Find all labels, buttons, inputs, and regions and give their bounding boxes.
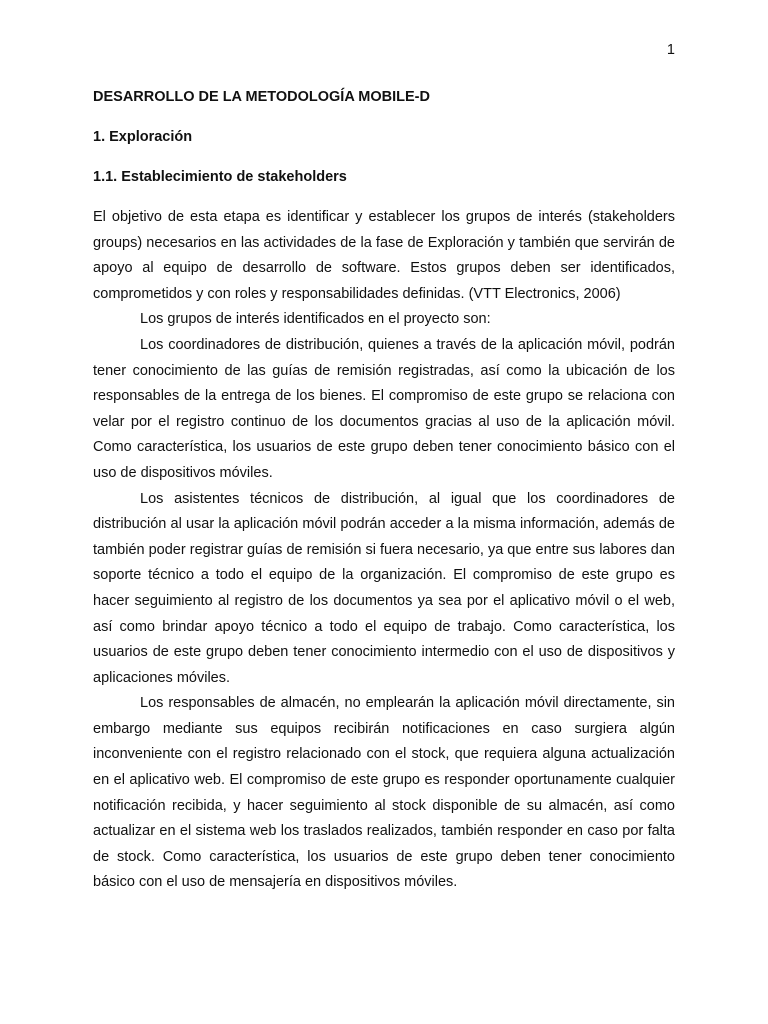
document-title: DESARROLLO DE LA METODOLOGÍA MOBILE-D bbox=[93, 89, 430, 105]
page-number: 1 bbox=[666, 42, 675, 58]
paragraph-groups-intro: Los grupos de interés identificados en el proyecto son: bbox=[140, 311, 491, 328]
document-body bbox=[93, 87, 675, 896]
section-heading: 1. Exploración bbox=[93, 129, 193, 145]
subsection-heading: 1.1. Establecimiento de stakeholders bbox=[93, 169, 347, 185]
paragraph-asistentes: Los asistentes técnicos de distribución, al igual que los coordinadores de distribución al usar la aplicación móvil podrán acceder a la misma información, además de también poder registrar guías de remisión si fuera necesario, ya que entre sus labores dan soporte técnico a todo el equipo de la organización. El compromiso de este grupo es hacer seguimiento al registro de los documentos ya sea por el aplicativo móvil o el web, así como brindar apoyo técnico a todo el equipo de trabajo. Como característica, los usuarios de este grupo deben tener conocimiento intermedio con el uso de dispositivos y aplicaciones móviles. bbox=[93, 490, 675, 686]
paragraph-intro: El objetivo de esta etapa es identificar y establecer los grupos de interés (stakeholders groups) necesarios en las actividades de la fase de Exploración y también que servirán de apoyo al equipo de desarrollo de software. Estos grupos deben ser identificados, comprometidos y con roles y responsabilidades definidas. (VTT Electronics, 2006) bbox=[93, 209, 675, 302]
paragraph-responsables: Los responsables de almacén, no emplearán la aplicación móvil directamente, sin embargo mediante sus equipos recibirán notificaciones en caso surgiera algún inconveniente con el registro relacionado con el stock, que requiera alguna actualización en el aplicativo web. El compromiso de este grupo es responder oportunamente cualquier notificación recibida, y hacer seguimiento al stock disponible de su almacén, así como actualizar en el sistema web los traslados realizados, también responder en caso por falta de stock. Como característica, los usuarios de este grupo deben tener conocimiento básico con el uso de mensajería en dispositivos móviles. bbox=[93, 695, 675, 891]
paragraph-coordinadores: Los coordinadores de distribución, quienes a través de la aplicación móvil, podrán tener conocimiento de las guías de remisión registradas, así como la ubicación de los responsables de la entrega de los bienes. El compromiso de este grupo se relaciona con velar por el registro continuo de los documentos gracias al uso de la aplicación móvil. Como característica, los usuarios de este grupo deben tener conocimiento básico con el uso de dispositivos móviles. bbox=[93, 336, 675, 481]
